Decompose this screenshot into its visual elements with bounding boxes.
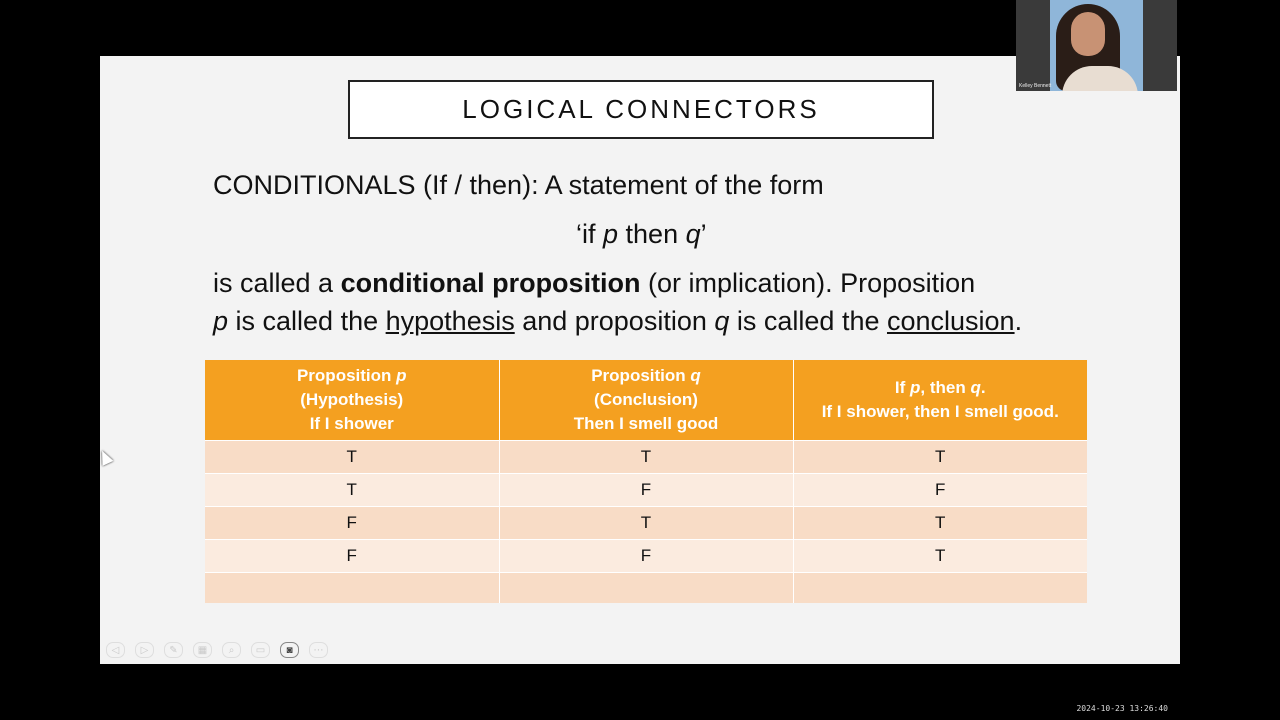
table-cell: F bbox=[499, 540, 793, 573]
table-cell: T bbox=[205, 474, 499, 507]
truth-table bbox=[205, 360, 1087, 603]
table-cell: T bbox=[793, 507, 1087, 540]
table-row bbox=[205, 441, 1087, 474]
recording-timestamp: 2024-10-23 13:26:40 bbox=[1076, 704, 1168, 713]
table-cell: T bbox=[793, 441, 1087, 474]
presenter-name: Kelley Bennett bbox=[1019, 83, 1052, 89]
conditionals-heading: CONDITIONALS (If / then): A statement of the form bbox=[213, 170, 824, 200]
subtitles-icon[interactable]: ▭ bbox=[251, 642, 270, 658]
table-cell: F bbox=[793, 474, 1087, 507]
slide-title: LOGICAL CONNECTORS bbox=[348, 80, 934, 139]
if-p-then-q-statement: ‘if p then q’ bbox=[576, 219, 707, 249]
presentation-slide bbox=[100, 56, 1180, 664]
definition-line: is called a conditional proposition (or implication). Proposition bbox=[213, 268, 976, 298]
table-cell: T bbox=[499, 441, 793, 474]
header-hypothesis: Proposition p (Hypothesis) If I shower bbox=[205, 360, 499, 441]
prev-icon[interactable]: ◁ bbox=[106, 642, 125, 658]
zoom-icon[interactable]: ⌕ bbox=[222, 642, 241, 658]
truth-table-header bbox=[205, 360, 1087, 441]
conclusion-term: conclusion bbox=[886, 306, 1015, 336]
header-conditional: If p, then q. If I shower, then I smell good. bbox=[793, 360, 1087, 441]
conditional-proposition-term: conditional proposition bbox=[340, 268, 641, 298]
slides-icon[interactable]: ▦ bbox=[193, 642, 212, 658]
header-conclusion: Proposition q (Conclusion) Then I smell good bbox=[499, 360, 793, 441]
slideshow-toolbar bbox=[106, 642, 328, 658]
camera-icon[interactable]: ◙ bbox=[280, 642, 299, 658]
table-cell: T bbox=[793, 540, 1087, 573]
table-cell: T bbox=[205, 441, 499, 474]
more-icon[interactable]: ⋯ bbox=[309, 642, 328, 658]
hypothesis-conclusion-line: p is called the hypothesis and proposition q is called the conclusion. bbox=[213, 306, 1023, 336]
table-row bbox=[205, 474, 1087, 507]
table-cell: F bbox=[205, 540, 499, 573]
pen-icon[interactable]: ✎ bbox=[164, 642, 183, 658]
next-icon[interactable]: ▷ bbox=[135, 642, 154, 658]
table-cell: F bbox=[205, 507, 499, 540]
table-cell: T bbox=[499, 507, 793, 540]
hypothesis-term: hypothesis bbox=[385, 306, 515, 336]
table-cell: F bbox=[499, 474, 793, 507]
presenter-video[interactable] bbox=[1016, 0, 1177, 91]
table-row-empty bbox=[205, 573, 1087, 604]
table-row bbox=[205, 540, 1087, 573]
table-row bbox=[205, 507, 1087, 540]
